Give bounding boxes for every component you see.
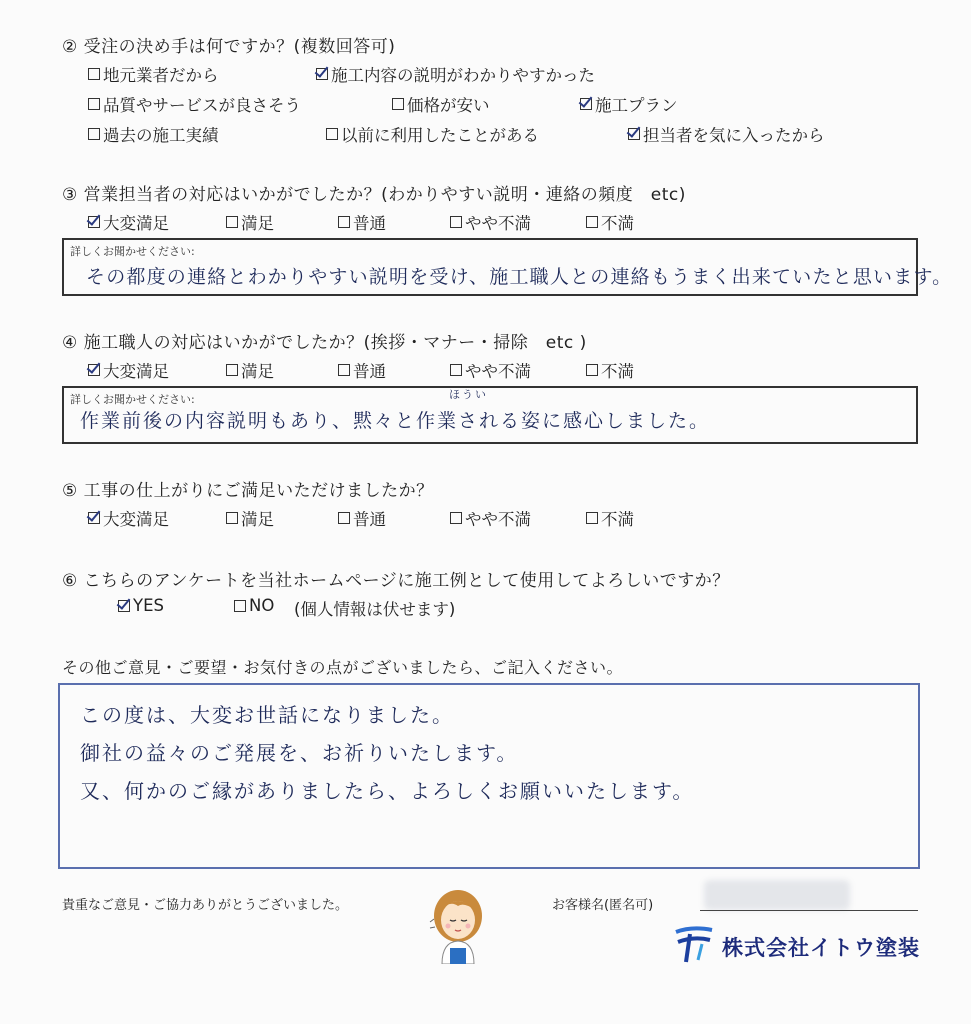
- checkbox-icon[interactable]: [326, 128, 338, 140]
- company-name: 株式会社イトウ塗装: [722, 936, 920, 960]
- checkbox-icon[interactable]: [586, 364, 598, 376]
- q2-option-explanation[interactable]: 施工内容の説明がわかりやすかった: [316, 62, 595, 86]
- q3-option-slightly-dissatisfied[interactable]: やや不満: [450, 210, 531, 234]
- checkbox-icon[interactable]: [88, 98, 100, 110]
- q3-title: ③ 営業担当者の対応はいかがでしたか？(わかりやすい説明・連絡の頻度 etc): [62, 185, 686, 205]
- q2-option-price[interactable]: 価格が安い: [392, 92, 490, 116]
- q4-option-very-satisfied[interactable]: 大変満足: [88, 358, 169, 382]
- checkbox-icon[interactable]: [88, 68, 100, 80]
- checkbox-icon[interactable]: [338, 512, 350, 524]
- checkbox-icon[interactable]: [88, 128, 100, 140]
- checked-checkbox-icon[interactable]: [580, 98, 592, 110]
- q5-option-dissatisfied[interactable]: 不満: [586, 506, 634, 530]
- checked-checkbox-icon[interactable]: [118, 600, 130, 612]
- q3-option-satisfied[interactable]: 満足: [226, 210, 274, 234]
- checkbox-icon[interactable]: [586, 216, 598, 228]
- q5-option-satisfied[interactable]: 満足: [226, 506, 274, 530]
- checkbox-icon[interactable]: [234, 600, 246, 612]
- q5-title: ⑤ 工事の仕上がりにご満足いただけましたか？: [62, 481, 434, 501]
- q4-option-satisfied[interactable]: 満足: [226, 358, 274, 382]
- q4-detail-box[interactable]: [62, 386, 918, 444]
- q6-note: (個人情報は伏せます): [294, 600, 456, 619]
- q6-option-yes[interactable]: YES: [118, 596, 164, 615]
- mascot-illustration: [424, 884, 492, 964]
- q4-furigana: ほうい: [449, 388, 488, 401]
- q4-detail-text: 作業前後の内容説明もあり、黙々と作業される姿に感心しました。: [80, 410, 711, 432]
- q2-option-track-record[interactable]: 過去の施工実績: [88, 122, 219, 146]
- q3-detail-text: その都度の連絡とわかりやすい説明を受け、施工職人との連絡もうまく出来ていたと思います。: [86, 266, 953, 288]
- checkbox-icon[interactable]: [392, 98, 404, 110]
- q3-option-very-satisfied[interactable]: 大変満足: [88, 210, 169, 234]
- q2-option-plan[interactable]: 施工プラン: [580, 92, 678, 116]
- q6-title: ⑥ こちらのアンケートを当社ホームページに施工例として使用してよろしいですか？: [62, 571, 730, 591]
- q4-option-normal[interactable]: 普通: [338, 358, 386, 382]
- checked-checkbox-icon[interactable]: [88, 364, 100, 376]
- checkbox-icon[interactable]: [586, 512, 598, 524]
- other-comment-box[interactable]: [58, 683, 920, 869]
- q2-option-local[interactable]: 地元業者だから: [88, 62, 219, 86]
- q3-detail-label: 詳しくお聞かせください:: [70, 245, 195, 258]
- thanks-text: 貴重なご意見・ご協力ありがとうございました。: [62, 898, 349, 913]
- checkbox-icon[interactable]: [226, 216, 238, 228]
- q6-option-no[interactable]: NO: [234, 596, 274, 615]
- checked-checkbox-icon[interactable]: [628, 128, 640, 140]
- other-line-2: 御社の益々のご発展を、お祈りいたします。: [80, 741, 519, 765]
- customer-name-label: お客様名(匿名可): [552, 898, 654, 913]
- customer-name-line: [700, 910, 918, 911]
- q2-option-used-before[interactable]: 以前に利用したことがある: [326, 122, 539, 146]
- q5-option-very-satisfied[interactable]: 大変満足: [88, 506, 169, 530]
- company-logo-icon: [672, 924, 716, 964]
- other-title: その他ご意見・ご要望・お気付きの点がございましたら、ご記入ください。: [62, 658, 624, 677]
- checkbox-icon[interactable]: [450, 364, 462, 376]
- q3-detail-box[interactable]: [62, 238, 953, 296]
- checkbox-icon[interactable]: [450, 216, 462, 228]
- q4-option-dissatisfied[interactable]: 不満: [586, 358, 634, 382]
- checkbox-icon[interactable]: [338, 216, 350, 228]
- q3-option-normal[interactable]: 普通: [338, 210, 386, 234]
- checkbox-icon[interactable]: [338, 364, 350, 376]
- q5-option-slightly-dissatisfied[interactable]: やや不満: [450, 506, 531, 530]
- other-line-1: この度は、大変お世話になりました。: [80, 703, 454, 727]
- checked-checkbox-icon[interactable]: [316, 68, 328, 80]
- q4-option-slightly-dissatisfied[interactable]: やや不満: [450, 358, 531, 382]
- checkbox-icon[interactable]: [450, 512, 462, 524]
- q4-title: ④ 施工職人の対応はいかがでしたか？(挨拶・マナー・掃除 etc ): [62, 333, 587, 353]
- customer-name-redacted: [704, 880, 850, 910]
- q2-option-staff[interactable]: 担当者を気に入ったから: [628, 122, 825, 146]
- checked-checkbox-icon[interactable]: [88, 512, 100, 524]
- checkbox-icon[interactable]: [226, 364, 238, 376]
- q2-option-quality[interactable]: 品質やサービスが良さそう: [88, 92, 301, 116]
- q2-title: ② 受注の決め手は何ですか？(複数回答可): [62, 37, 396, 57]
- q4-detail-label: 詳しくお聞かせください:: [70, 393, 195, 406]
- other-line-3: 又、何かのご縁がありましたら、よろしくお願いいたします。: [80, 779, 695, 803]
- checked-checkbox-icon[interactable]: [88, 216, 100, 228]
- checkbox-icon[interactable]: [226, 512, 238, 524]
- q3-option-dissatisfied[interactable]: 不満: [586, 210, 634, 234]
- q5-option-normal[interactable]: 普通: [338, 506, 386, 530]
